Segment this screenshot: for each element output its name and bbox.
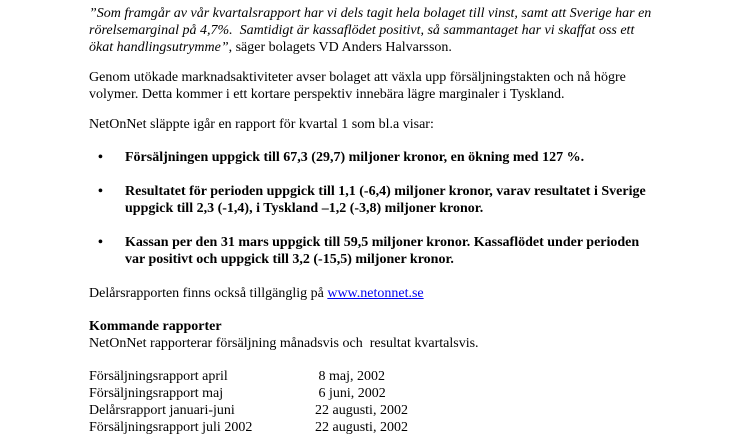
bullet-icon: • xyxy=(98,235,103,250)
ceo-quote-attribution: , säger bolagets VD Anders Halvarsson. xyxy=(228,40,452,55)
report-name: Försäljningsrapport april xyxy=(89,369,228,384)
bullet-icon: • xyxy=(98,184,103,199)
availability-text: Delårsrapporten finns också tillgänglig på xyxy=(89,286,328,301)
availability-paragraph xyxy=(89,285,658,302)
result-bullet-text: Resultatet för perioden uppgick till 1,1 (-6,4) miljoner kronor, varav resultatet i Sverige uppgick till 2,3 (-1,4), i Tyskland –1,2 (-3,8) miljoner kronor. xyxy=(125,184,650,216)
report-intro-paragraph: NetOnNet släppte igår en rapport för kvartal 1 som bl.a visar: xyxy=(89,117,434,132)
report-name: Försäljningsrapport juli 2002 xyxy=(89,420,253,435)
key-figures-list xyxy=(89,149,658,268)
bullet-icon: • xyxy=(98,150,103,165)
ceo-quote-paragraph xyxy=(89,5,658,56)
report-date: 8 maj, 2002 xyxy=(315,369,385,384)
cash-bullet-text: Kassan per den 31 mars uppgick till 59,5 miljoner kronor. Kassaflödet under perioden var positivt och uppgick till 3,2 (-15,5) miljoner kronor. xyxy=(125,235,643,267)
marketing-paragraph: Genom utökade marknadsaktiviteter avser bolaget att växla upp försäljningstakten och nå högre volymer. Detta kommer i ett kortare perspektiv innebära lägre marginaler i Tyskland. xyxy=(89,70,630,102)
report-date: 6 juni, 2002 xyxy=(315,386,386,401)
report-name: Försäljningsrapport maj xyxy=(89,386,224,401)
table-row xyxy=(89,368,658,385)
table-row xyxy=(89,402,658,419)
list-item xyxy=(89,183,658,217)
list-item xyxy=(89,234,658,268)
report-date: 22 augusti, 2002 xyxy=(315,403,408,418)
netonnet-link[interactable]: www.netonnet.se xyxy=(327,286,424,301)
list-item xyxy=(89,149,658,166)
sales-bullet-text: Försäljningen uppgick till 67,3 (29,7) miljoner kronor, en ökning med 127 %. xyxy=(125,150,585,165)
report-name: Delårsrapport januari-juni xyxy=(89,403,235,418)
table-row xyxy=(89,419,658,436)
ceo-quote-text: ”Som framgår av vår kvartalsrapport har vi dels tagit hela bolaget till vinst, samt att Sverige har en rörelsemarginal på 4,7%. Samtidigt är kassaflödet positivt, så sammantaget har vi skaffat oss ett ökat handlingsutrymme” xyxy=(89,6,655,55)
upcoming-reports-heading: Kommande rapporter xyxy=(89,319,222,334)
report-date: 22 augusti, 2002 xyxy=(315,420,408,435)
report-schedule-table xyxy=(89,368,658,436)
table-row xyxy=(89,385,658,402)
upcoming-reports-subtitle: NetOnNet rapporterar försäljning månadsvis och resultat kvartalsvis. xyxy=(89,336,479,351)
